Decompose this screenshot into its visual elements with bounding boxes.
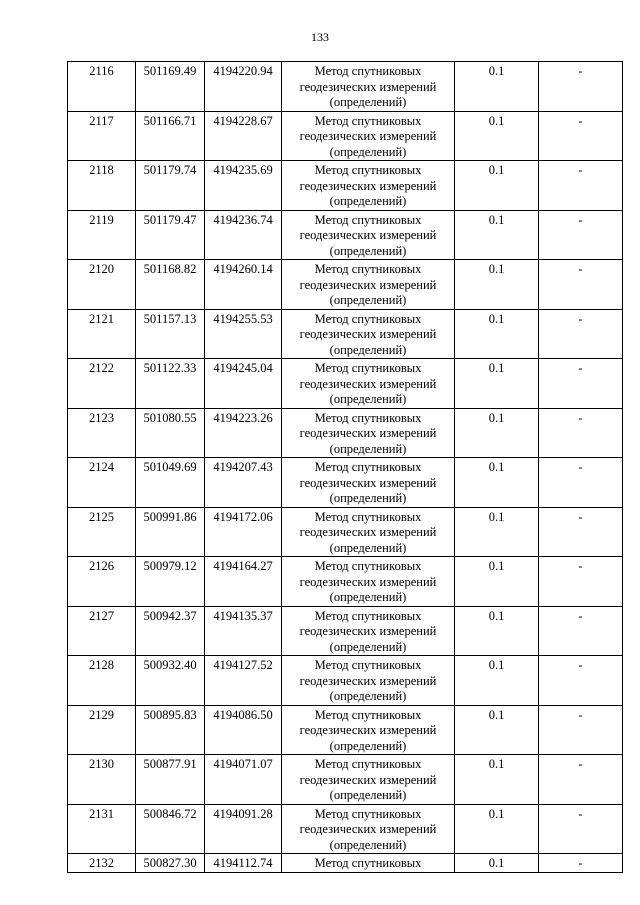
point-number-cell: 2121 [68, 309, 136, 359]
method-text-line1: Метод спутниковых [314, 262, 422, 276]
method-text-line1: Метод спутниковых [314, 856, 422, 870]
accuracy-cell: 0.1 [455, 359, 539, 409]
method-cell [282, 111, 455, 161]
method-text-line2: геодезических измерений [299, 228, 437, 242]
point-number-cell: 2123 [68, 408, 136, 458]
method-cell [282, 755, 455, 805]
note-cell: - [539, 705, 623, 755]
accuracy-cell: 0.1 [455, 507, 539, 557]
x-coordinate-cell: 501168.82 [136, 260, 205, 310]
method-text-line1: Метод спутниковых [314, 311, 422, 326]
method-cell [282, 458, 455, 508]
x-coordinate-cell: 501080.55 [136, 408, 205, 458]
point-number-cell: 2124 [68, 458, 136, 508]
x-coordinate-cell: 501169.49 [136, 62, 205, 112]
method-cell [282, 557, 455, 607]
method-cell [282, 309, 455, 359]
method-text-line3: (определений) [329, 491, 407, 505]
note-cell: - [539, 111, 623, 161]
point-number-cell: 2130 [68, 755, 136, 805]
x-coordinate-cell: 500979.12 [136, 557, 205, 607]
accuracy-cell: 0.1 [455, 557, 539, 607]
y-coordinate-cell: 4194228.67 [205, 111, 282, 161]
accuracy-cell: 0.1 [455, 62, 539, 112]
y-coordinate-cell: 4194260.14 [205, 260, 282, 310]
note-cell: - [539, 359, 623, 409]
note-cell: - [539, 260, 623, 310]
method-text-line1: Метод спутниковых [314, 361, 422, 375]
y-coordinate-cell: 4194236.74 [205, 210, 282, 260]
point-number-cell: 2119 [68, 210, 136, 260]
x-coordinate-cell: 501122.33 [136, 359, 205, 409]
accuracy-cell: 0.1 [455, 755, 539, 805]
table-row [68, 458, 623, 508]
method-cell [282, 854, 455, 873]
method-text-line3: (определений) [329, 243, 407, 258]
method-text-line2: геодезических измерений [299, 129, 437, 143]
table-row [68, 161, 623, 211]
x-coordinate-cell: 500895.83 [136, 705, 205, 755]
method-cell [282, 359, 455, 409]
point-number-cell: 2128 [68, 656, 136, 706]
y-coordinate-cell: 4194223.26 [205, 408, 282, 458]
method-text-line3: (определений) [329, 144, 407, 159]
point-number-cell: 2129 [68, 705, 136, 755]
y-coordinate-cell: 4194135.37 [205, 606, 282, 656]
method-text-line3: (определений) [329, 293, 407, 307]
note-cell: - [539, 458, 623, 508]
method-text-line2: геодезических измерений [299, 772, 437, 787]
point-number-cell: 2122 [68, 359, 136, 409]
note-cell: - [539, 507, 623, 557]
accuracy-cell: 0.1 [455, 804, 539, 854]
accuracy-cell: 0.1 [455, 111, 539, 161]
note-cell: - [539, 309, 623, 359]
method-text-line3: (определений) [329, 540, 407, 555]
table-row [68, 111, 623, 161]
x-coordinate-cell: 501166.71 [136, 111, 205, 161]
table-row [68, 260, 623, 310]
method-text-line3: (определений) [329, 788, 407, 802]
table-row [68, 210, 623, 260]
page-number: 133 [311, 30, 329, 44]
table-row [68, 804, 623, 854]
method-text-line2: геодезических измерений [299, 624, 437, 638]
table-row [68, 705, 623, 755]
point-number-cell: 2120 [68, 260, 136, 310]
y-coordinate-cell: 4194207.43 [205, 458, 282, 508]
method-text-line2: геодезических измерений [299, 475, 437, 490]
note-cell: - [539, 656, 623, 706]
note-cell: - [539, 161, 623, 211]
table-row [68, 606, 623, 656]
x-coordinate-cell: 501049.69 [136, 458, 205, 508]
method-text-line3: (определений) [329, 342, 407, 357]
method-text-line1: Метод спутниковых [314, 658, 422, 672]
point-number-cell: 2127 [68, 606, 136, 656]
x-coordinate-cell: 500877.91 [136, 755, 205, 805]
method-cell [282, 408, 455, 458]
x-coordinate-cell: 501179.47 [136, 210, 205, 260]
point-number-cell: 2125 [68, 507, 136, 557]
method-cell [282, 210, 455, 260]
note-cell: - [539, 210, 623, 260]
method-text-line1: Метод спутниковых [314, 163, 422, 177]
x-coordinate-cell: 500846.72 [136, 804, 205, 854]
accuracy-cell: 0.1 [455, 606, 539, 656]
accuracy-cell: 0.1 [455, 656, 539, 706]
note-cell: - [539, 408, 623, 458]
method-text-line3: (определений) [329, 392, 407, 406]
x-coordinate-cell: 501179.74 [136, 161, 205, 211]
y-coordinate-cell: 4194172.06 [205, 507, 282, 557]
table-row [68, 507, 623, 557]
point-number-cell: 2126 [68, 557, 136, 607]
point-number-cell: 2118 [68, 161, 136, 211]
method-cell [282, 161, 455, 211]
accuracy-cell: 0.1 [455, 260, 539, 310]
table-row [68, 359, 623, 409]
method-text-line2: геодезических измерений [299, 376, 437, 391]
table-row [68, 656, 623, 706]
note-cell: - [539, 854, 623, 873]
accuracy-cell: 0.1 [455, 408, 539, 458]
method-text-line1: Метод спутниковых [314, 806, 422, 821]
method-text-line2: геодезических измерений [299, 673, 437, 688]
method-text-line1: Метод спутниковых [314, 410, 422, 425]
method-text-line1: Метод спутниковых [314, 559, 422, 573]
accuracy-cell: 0.1 [455, 705, 539, 755]
method-text-line3: (определений) [329, 738, 407, 753]
method-text-line1: Метод спутниковых [314, 113, 422, 128]
method-text-line1: Метод спутниковых [314, 212, 422, 227]
method-cell [282, 705, 455, 755]
note-cell: - [539, 755, 623, 805]
method-text-line1: Метод спутниковых [314, 707, 422, 722]
method-text-line1: Метод спутниковых [314, 757, 422, 771]
table-row [68, 557, 623, 607]
coordinates-table [67, 61, 623, 873]
method-cell [282, 656, 455, 706]
method-text-line3: (определений) [329, 837, 407, 852]
x-coordinate-cell: 500932.40 [136, 656, 205, 706]
method-text-line3: (определений) [329, 441, 407, 456]
method-text-line1: Метод спутниковых [314, 608, 422, 623]
point-number-cell: 2117 [68, 111, 136, 161]
method-text-line2: геодезических измерений [299, 178, 437, 193]
accuracy-cell: 0.1 [455, 309, 539, 359]
accuracy-cell: 0.1 [455, 458, 539, 508]
x-coordinate-cell: 501157.13 [136, 309, 205, 359]
y-coordinate-cell: 4194071.07 [205, 755, 282, 805]
method-text-line3: (определений) [329, 689, 407, 703]
accuracy-cell: 0.1 [455, 210, 539, 260]
coordinates-table-body [68, 62, 623, 873]
note-cell: - [539, 62, 623, 112]
method-text-line3: (определений) [329, 194, 407, 208]
method-cell [282, 62, 455, 112]
y-coordinate-cell: 4194091.28 [205, 804, 282, 854]
accuracy-cell: 0.1 [455, 854, 539, 873]
table-row [68, 309, 623, 359]
y-coordinate-cell: 4194255.53 [205, 309, 282, 359]
method-text-line3: (определений) [329, 95, 407, 109]
point-number-cell: 2132 [68, 854, 136, 873]
method-cell [282, 804, 455, 854]
table-row [68, 854, 623, 873]
method-text-line1: Метод спутниковых [314, 509, 422, 524]
method-cell [282, 606, 455, 656]
x-coordinate-cell: 500991.86 [136, 507, 205, 557]
method-cell [282, 260, 455, 310]
point-number-cell: 2116 [68, 62, 136, 112]
y-coordinate-cell: 4194245.04 [205, 359, 282, 409]
method-text-line2: геодезических измерений [299, 79, 437, 94]
accuracy-cell: 0.1 [455, 161, 539, 211]
note-cell: - [539, 557, 623, 607]
x-coordinate-cell: 500827.30 [136, 854, 205, 873]
y-coordinate-cell: 4194112.74 [205, 854, 282, 873]
method-text-line3: (определений) [329, 590, 407, 604]
note-cell: - [539, 804, 623, 854]
y-coordinate-cell: 4194235.69 [205, 161, 282, 211]
method-text-line2: геодезических измерений [299, 277, 437, 292]
method-text-line2: геодезических измерений [299, 525, 437, 539]
method-text-line1: Метод спутниковых [314, 64, 422, 78]
note-cell: - [539, 606, 623, 656]
method-text-line2: геодезических измерений [299, 574, 437, 589]
y-coordinate-cell: 4194220.94 [205, 62, 282, 112]
table-row [68, 755, 623, 805]
method-text-line3: (определений) [329, 639, 407, 654]
method-text-line1: Метод спутниковых [314, 460, 422, 474]
x-coordinate-cell: 500942.37 [136, 606, 205, 656]
table-row [68, 408, 623, 458]
table-row [68, 62, 623, 112]
method-text-line2: геодезических измерений [299, 426, 437, 440]
point-number-cell: 2131 [68, 804, 136, 854]
method-text-line2: геодезических измерений [299, 327, 437, 341]
method-text-line2: геодезических измерений [299, 723, 437, 737]
y-coordinate-cell: 4194127.52 [205, 656, 282, 706]
method-cell [282, 507, 455, 557]
y-coordinate-cell: 4194164.27 [205, 557, 282, 607]
y-coordinate-cell: 4194086.50 [205, 705, 282, 755]
method-text-line2: геодезических измерений [299, 822, 437, 836]
